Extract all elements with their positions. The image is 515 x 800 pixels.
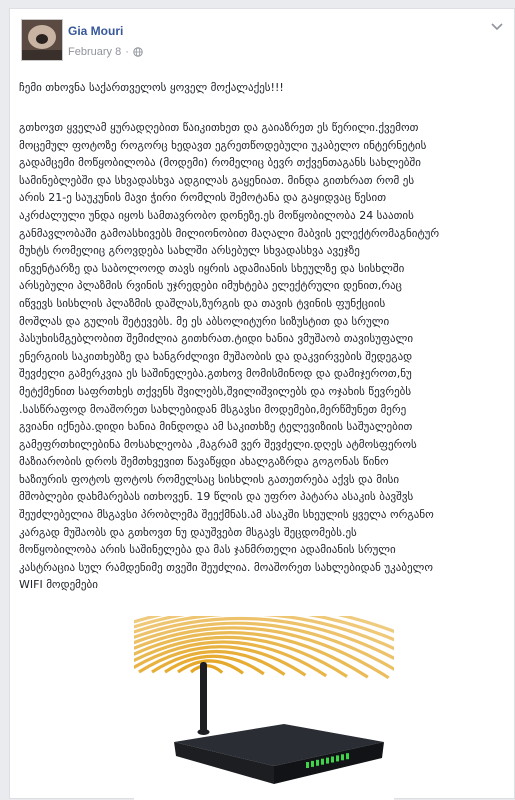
post-card	[9, 8, 515, 799]
router-antenna-base	[198, 729, 210, 735]
chevron-down-icon[interactable]	[490, 22, 504, 32]
post-content	[19, 79, 505, 594]
avatar[interactable]	[21, 19, 63, 61]
router-led	[316, 760, 319, 766]
router-led	[346, 753, 349, 759]
wifi-signal-arcs	[134, 616, 394, 681]
router-led	[341, 754, 344, 760]
router-led	[321, 759, 324, 765]
router-led	[311, 761, 314, 767]
post-greeting: ჩემი თხოვნა საქართველოს ყოველ მოქალაქეს!!!	[19, 81, 284, 94]
post-date[interactable]: February 8	[68, 46, 122, 58]
router-led	[306, 762, 309, 768]
post-meta	[68, 46, 143, 58]
router-led	[331, 757, 334, 763]
router-led	[326, 758, 329, 764]
wifi-router-icon	[134, 616, 394, 800]
globe-icon[interactable]	[133, 47, 143, 57]
router-antenna	[200, 662, 207, 732]
separator-dot: ·	[125, 46, 129, 58]
router-led	[336, 755, 339, 761]
author-name[interactable]: Gia Mouri	[68, 24, 124, 38]
post-image[interactable]	[134, 616, 394, 800]
post-body: გთხოვთ ყველამ ყურადღებით წაიკითხეთ და გაიაზრეთ ეს წერილი.ქვემოთ მოცემულ ფოტოზე როგორც ხედავთ ეგრეთწოდებული უკაბელო ინტერნეტის გადამცემი მოწყობილობა (მოდემი) რომელიც ბევრ თქვენთაგანს სახლებში სამინებლებში და სხვადასხვა ადგილას გაყენიათ. მინდა გითხრათ რომ ეს არის 21-ე საუკუნის მავი ჭირი რომლის შემოტანა და გაყიდვაც წესით აკრძალული უნდა იყოს სამთავრობო დონეზე.ეს მოწყობილობა 24 საათის განმავლობაში გამოასხივებს მილიონობით მაღალი მაბვის ელექტრომაგნიტურ მუხტს რომელიც გროვდება სახლში არსებულ სხვადასხვა ავეჯზე ინვენტარზე და საბოლოოდ თავს იყრის ადამიანის სხეულზე და სისხლში არსებული პლაზმის რვინის უჯრედები იმუხტება ელექტრული დენით,რაც იწვევს სისხლის პლაზმის დაშლას,ზურგის და თავის ტვინის ფუნქციის მოშლას და გულის შეტევებს. მე ეს აბსოლიტური სიზუსტით და სრული პასუხისმგებლობით შემიძლია გითხრათ.ტიდი ხანია ვმუშაობ თავისუფალი ენერგიის საკითხებზე და ხანგრძლივი მუშაობის და დაკვირვების შედეგად შევძელი გამერკვია ეს საშინელება.გთხოვ მომისმინოდ და დამიჯეროთ,ნუ მეტქმენით საფრთხეს თქვენს შვილებს,შვილიშვილებს და ოჯახის წევრებს .სასწრაფოდ მოაშორეთ სახლებიდან მსგავსი მოდემები,მერწმუნეთ მერე გვიანი იქნება.დიდი ხანია მინდოდა ამ საკითხზე ტელევიზიის საშუალებით გამეფრთხილებინა მოსახლეობა ,მაგრამ ვერ შევძელი.დღეს ატმოსფეროს მაზიარობის დროს შემთხვევით წავაწყდი ახალგაზრდა გოგონას წინო ხაზიურის ფოტოს ფოტოს რომელსაც სისხლის გათეთრება აქვს და მისი მშობლები დახმარებას ითხოვენ. 19 წლის და უფრო პატარა ასაკის ბავშვს შეუძლებელია მსგავსი პრობლემა შეექმნას.ამ ასაკში სხეულის ყველა ორგანო კარგად მუშაობს და გთხოვთ ნუ დაუშვებთ მსგავს შეცდომებს.ეს მოწყობილობა არის საშინელება და მას ჯანმრთელი ადამიანის სრული კასტრაცია სულ რამდენიმე თვეში შეუძლია. მოაშორეთ სახლებიდან უკაბელო WIFI მოდემები	[19, 121, 440, 592]
